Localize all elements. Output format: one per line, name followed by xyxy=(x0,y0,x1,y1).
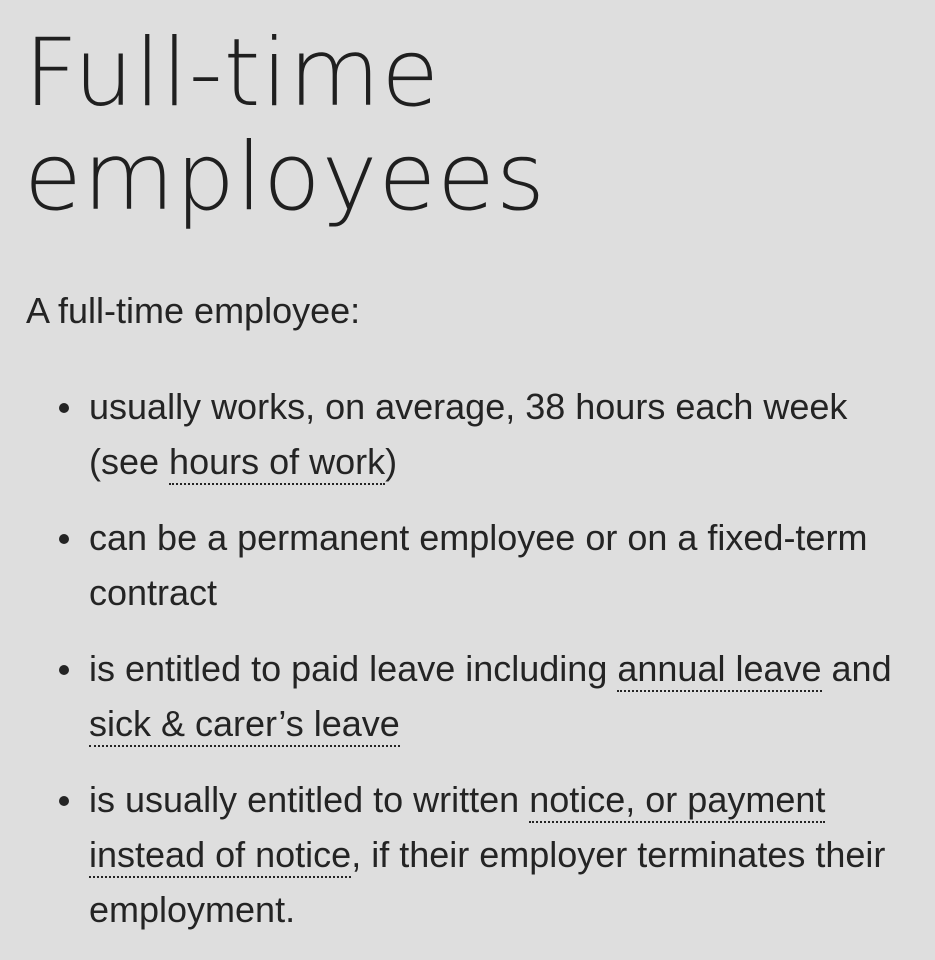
bullet-icon xyxy=(59,665,69,675)
list-item xyxy=(89,772,909,937)
list-item-text: , if their employer terminates their employment. xyxy=(89,834,886,930)
sick-carers-leave-link[interactable]: sick & carer’s leave xyxy=(89,703,400,747)
list-item xyxy=(89,510,909,620)
list-item xyxy=(89,379,909,489)
list-item-text: ) xyxy=(385,441,398,482)
page-title: Full-time employees xyxy=(24,19,546,232)
list-item-text: is entitled to paid leave including xyxy=(89,648,618,689)
bullet-icon xyxy=(59,403,69,413)
notice-link[interactable]: notice, or payment instead of notice xyxy=(89,779,825,878)
list-item-text: is usually entitled to written xyxy=(89,779,530,820)
hours-of-work-link[interactable]: hours of work xyxy=(169,441,385,485)
bullet-icon xyxy=(59,796,69,806)
annual-leave-link[interactable]: annual leave xyxy=(617,648,821,692)
bullet-list xyxy=(89,379,909,958)
list-item xyxy=(89,641,909,751)
list-item-text: and xyxy=(821,648,892,689)
list-item-text: can be a permanent employee or on a fixed-term contract xyxy=(89,517,868,613)
bullet-icon xyxy=(59,534,69,544)
list-item-text: usually works, on average, 38 hours each week (see xyxy=(89,386,848,482)
intro-text: A full-time employee: xyxy=(26,290,361,331)
